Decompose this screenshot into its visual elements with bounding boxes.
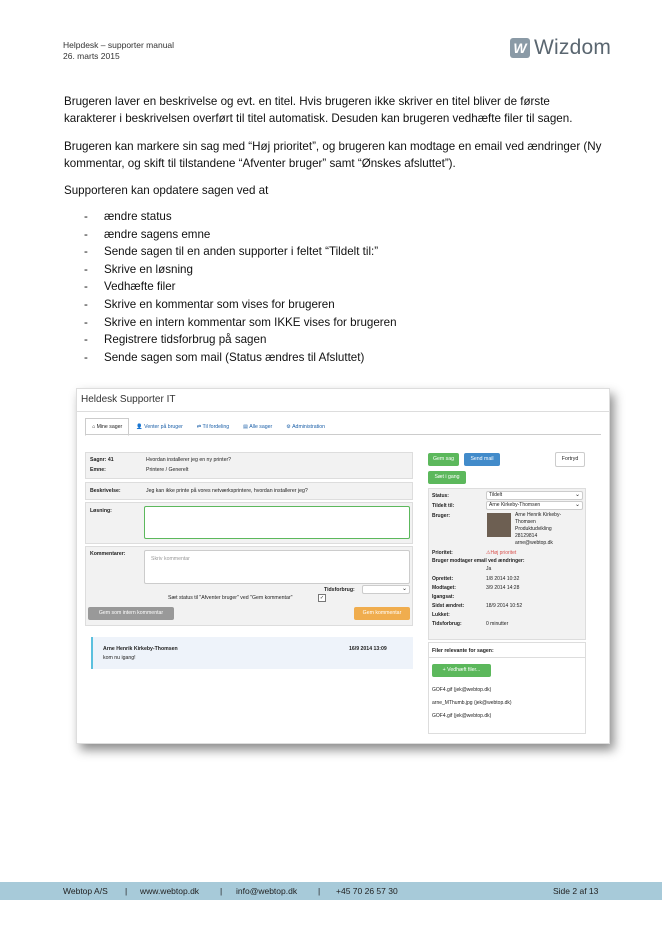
logo-mark: W <box>510 38 530 58</box>
fortryd-button[interactable]: Fortryd <box>555 452 585 467</box>
tab-venter-paa-bruger[interactable]: 👤 Venter på bruger <box>136 424 183 430</box>
paragraph-3: Supporteren kan opdatere sagen ved at <box>64 184 269 197</box>
tidsforbrug-label: Tidsforbrug: <box>324 587 355 593</box>
vedhaeft-filer-button[interactable]: + Vedhæft filer... <box>432 664 491 677</box>
footer-sep: | <box>125 886 128 896</box>
bruger-phone: 28129814 <box>515 533 538 539</box>
logo-text: Wizdom <box>534 36 612 59</box>
paragraph-1: Brugeren laver en beskrivelse og evt. en titel. Hvis brugeren ikke skriver en titel bliver de første karakterer i beskrivelsen overført til titel automatisk. Desuden kan brugeren vedhæfte filer til sagen. <box>64 95 573 125</box>
gear-icon: ⚙ <box>286 424 293 430</box>
paragraph-2: Brugeren kan markere sin sag med “Høj prioritet”, og brugeren kan modtage en email ved ændringer (Ny kommentar, og skift til tilstandene “Afventer bruger” samt “Ønskes afsluttet”). <box>64 140 602 170</box>
home-icon: ⌂ <box>92 424 97 430</box>
footer-sep: | <box>220 886 223 896</box>
list-item: - Registrere tidsforbrug på sagen <box>84 333 267 347</box>
warning-icon: ⚠ <box>486 550 491 556</box>
status-select[interactable]: Tildelt ⌄ <box>486 491 583 500</box>
file-link[interactable]: GOF4.gif (jek@webtop.dk) <box>432 713 492 719</box>
afventer-status-label: Sæt status til "Afventer bruger" ved "Gem kommentar" <box>168 595 293 601</box>
bullet-list <box>84 208 397 366</box>
losning-box <box>85 502 413 544</box>
case-header-box <box>85 452 413 479</box>
emne-value: Printere / Generelt <box>146 467 189 473</box>
doc-title: Helpdesk – supporter manual <box>63 40 175 50</box>
case-details-panel <box>428 488 586 640</box>
prioritet-label: Prioritet: <box>432 550 453 556</box>
bruger-label: Bruger: <box>432 513 451 519</box>
beskrivelse-value: Jeg kan ikke printe på vores netværksprintere, hvordan installerer jeg? <box>146 488 308 494</box>
comment-time: 16/9 2014 13:09 <box>349 646 387 652</box>
kommentar-placeholder: Skriv kommentar <box>151 556 190 562</box>
list-item: - Skrive en kommentar som vises for brugeren <box>84 297 335 311</box>
shuffle-icon: ⇄ <box>196 424 203 430</box>
email-label: Bruger modtager email ved ændringer: <box>432 558 525 564</box>
app-title: Heldesk Supporter IT <box>81 394 176 405</box>
footer-bar <box>0 882 662 900</box>
sagsnr-label: Sagnr: 41 <box>90 457 114 463</box>
tildelt-select[interactable]: Arne Kirkeby-Thomsen ⌄ <box>486 501 583 510</box>
comment-text: kom nu igang! <box>103 655 136 661</box>
files-header: Filer relevante for sagen: <box>432 648 494 654</box>
footer-email[interactable]: info@webtop.dk <box>236 886 298 896</box>
footer-company: Webtop A/S <box>63 886 108 896</box>
gem-sag-button[interactable]: Gem sag <box>428 453 459 466</box>
footer-sep: | <box>318 886 321 896</box>
tab-administration[interactable]: ⚙ Administration <box>286 424 325 430</box>
gem-kommentar-button[interactable]: Gem kommentar <box>354 607 410 620</box>
status-label: Status: <box>432 493 449 499</box>
bruger-email: arne@webtop.dk <box>515 540 553 546</box>
gem-intern-button[interactable]: Gem som intern kommentar <box>88 607 174 620</box>
list-item: - Skrive en intern kommentar som IKKE vises for brugeren <box>84 315 397 329</box>
sidst-value: 18/9 2014 10:52 <box>486 603 523 609</box>
user-icon: 👤 <box>136 424 145 430</box>
losning-label: Løsning: <box>90 508 112 514</box>
bruger-name-1: Arne Henrik Kirkeby- <box>515 512 562 518</box>
bruger-name-2: Thomsen <box>515 519 536 525</box>
prioritet-value: ⚠Høj prioritet <box>486 550 517 556</box>
beskrivelse-box <box>85 482 413 500</box>
files-divider <box>429 657 585 658</box>
footer-web[interactable]: www.webtop.dk <box>140 886 200 896</box>
oprettet-label: Oprettet: <box>432 576 454 582</box>
tids-value: 0 minutter <box>486 621 509 627</box>
wizdom-logo <box>510 36 611 60</box>
modtaget-label: Modtaget: <box>432 585 456 591</box>
tids-label: Tidsforbrug: <box>432 621 462 627</box>
losning-input[interactable] <box>144 506 410 539</box>
tidsforbrug-select[interactable] <box>362 585 410 594</box>
lukket-label: Lukket: <box>432 612 450 618</box>
file-link[interactable]: arne_MThumb.jpg (jek@webtop.dk) <box>432 700 512 706</box>
kommentar-input[interactable] <box>144 550 410 584</box>
list-item: - ændre status <box>84 210 172 223</box>
comment-card <box>91 637 413 669</box>
list-item: - Vedhæfte filer <box>84 280 176 294</box>
list-item: - Sende sagen til en anden supporter i feltet “Tildelt til:” <box>84 245 379 259</box>
saet-i-gang-button[interactable]: Sæt i gang <box>428 471 466 484</box>
email-value: Ja <box>486 566 492 572</box>
footer-phone: +45 70 26 57 30 <box>336 886 398 896</box>
beskrivelse-label: Beskrivelse: <box>90 488 121 494</box>
tab-mine-sager[interactable]: ⌂ Mine sager <box>85 418 129 436</box>
list-item: - Sende sagen som mail (Status ændres til Afsluttet) <box>84 350 365 364</box>
chevron-down-icon: ⌄ <box>574 502 580 508</box>
modtaget-value: 3/9 2014 14:28 <box>486 585 520 591</box>
tab-til-fordeling[interactable]: ⇄ Til fordeling <box>196 424 230 430</box>
sagsnr-value: Hvordan installerer jeg en ny printer? <box>146 457 232 463</box>
helpdesk-screenshot <box>76 388 610 744</box>
send-mail-button[interactable]: Send mail <box>464 453 500 466</box>
avatar <box>487 513 511 537</box>
list-icon: ▤ <box>243 424 250 430</box>
file-link[interactable]: GOF4.gif (jek@webtop.dk) <box>432 687 492 693</box>
files-panel <box>428 642 586 734</box>
sidst-label: Sidst ændret: <box>432 603 465 609</box>
kommentar-box <box>85 546 413 626</box>
doc-date: 26. marts 2015 <box>63 51 120 61</box>
kommentar-label: Kommentarer: <box>90 551 126 557</box>
chevron-down-icon: ⌄ <box>401 586 407 592</box>
igangsat-label: Igangsat: <box>432 594 455 600</box>
tildelt-label: Tildelt til: <box>432 503 455 509</box>
list-item: - Skrive en løsning <box>84 262 193 276</box>
bruger-dept: Produktudvikling <box>515 526 552 532</box>
emne-label: Emne: <box>90 467 106 473</box>
oprettet-value: 1/8 2014 10:32 <box>486 576 520 582</box>
title-divider <box>77 411 609 412</box>
footer-page: Side 2 af 13 <box>553 886 599 896</box>
chevron-down-icon: ⌄ <box>574 492 580 498</box>
afventer-checkbox[interactable]: ✓ <box>319 595 325 601</box>
tab-underline <box>85 434 601 435</box>
list-item: - ændre sagens emne <box>84 227 211 241</box>
comment-author: Arne Henrik Kirkeby-Thomsen <box>103 646 178 652</box>
tab-alle-sager[interactable]: ▤ Alle sager <box>243 424 273 430</box>
